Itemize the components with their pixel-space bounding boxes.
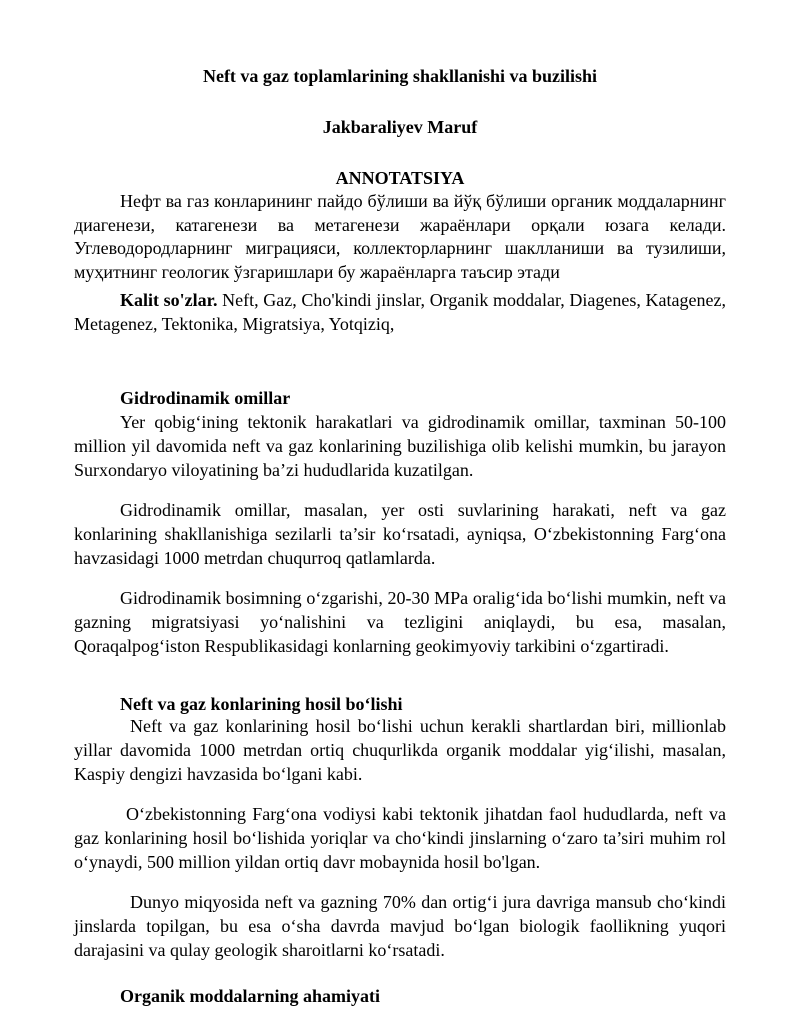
annotation-text: Нефт ва газ конларининг пайдо бўлиши ва йўқ бўлиши органик моддаларнинг диагенези, катагенези ва метагенези жараёнлари орқали юзага келади. Углеводородларнинг миграцияси, коллекторларнинг шаклланиши ва тузилиши, муҳитнинг геологик ўзгаришлари бу жараёнларга таъсир этади	[74, 191, 726, 282]
document-title: Neft va gaz toplamlarining shakllanishi va buzilishi	[202, 66, 598, 86]
section-heading-organik: Organik moddalarning ahamiyati	[120, 986, 381, 1006]
document-page	[74, 0, 726, 1035]
section-paragraph: Dunyo miqyosida neft va gazning 70% dan ortig‘i jura davriga mansub cho‘kindi jinslarda topilgan, bu esa o‘sha davrda mavjud bo‘lgan biologik faollikning yuqori darajasini va qulay geologik sharoitlarni ko‘rsatadi.	[74, 892, 726, 960]
keywords-text: Neft, Gaz, Cho'kindi jinslar, Organik moddalar, Diagenes, Katagenez, Metagenez, Tektonika, Migratsiya, Yotqiziq,	[74, 290, 726, 334]
author-name: Jakbaraliyev Maruf	[322, 117, 478, 137]
section-paragraph: Gidrodinamik bosimning o‘zgarishi, 20-30 MPa oralig‘ida bo‘lishi mumkin, neft va gazning migratsiyasi yo‘nalishini va tezligini aniqlaydi, bu esa, masalan, Qoraqalpog‘iston Respublikasidagi konlarning geokimyoviy tarkibini o‘zgartiradi.	[74, 588, 726, 656]
section-paragraph: Gidrodinamik omillar, masalan, yer osti suvlarining harakati, neft va gaz konlarining shakllanishiga sezilarli ta’sir ko‘rsatadi, ayniqsa, O‘zbekistonning Farg‘ona havzasidagi 1000 metrdan chuqurroq qatlamlarda.	[74, 500, 726, 568]
section-paragraph: Yer qobig‘ining tektonik harakatlari va gidrodinamik omillar, taxminan 50-100 million yil davomida neft va gaz konlarining buzilishiga olib kelishi mumkin, bu jarayon Surxondaryo viloyatining ba’zi hududlarida kuzatilgan.	[74, 412, 726, 480]
section-heading-gidrodinamik: Gidrodinamik omillar	[120, 388, 291, 408]
section-paragraph: Neft va gaz konlarining hosil bo‘lishi uchun kerakli shartlardan biri, millionlab yillar davomida 1000 metrdan ortiq chuqurlikda organik moddalar yig‘ilishi, masalan, Kaspiy dengizi havzasida bo‘lgani kabi.	[74, 716, 726, 784]
keywords-label: Kalit so'zlar.	[120, 290, 218, 310]
annotation-heading: ANNOTATSIYA	[335, 168, 465, 188]
section-heading-hosil: Neft va gaz konlarining hosil bo‘lishi	[120, 694, 403, 714]
keywords-paragraph	[74, 288, 726, 336]
section-paragraph: O‘zbekistonning Farg‘ona vodiysi kabi tektonik jihatdan faol hududlarda, neft va gaz konlarining hosil bo‘lishida yoriqlar va cho‘kindi jinslarning o‘zaro ta’siri muhim rol o‘ynaydi, 500 million yildan ortiq davr mobaynida hosil bo'lgan.	[74, 804, 726, 872]
